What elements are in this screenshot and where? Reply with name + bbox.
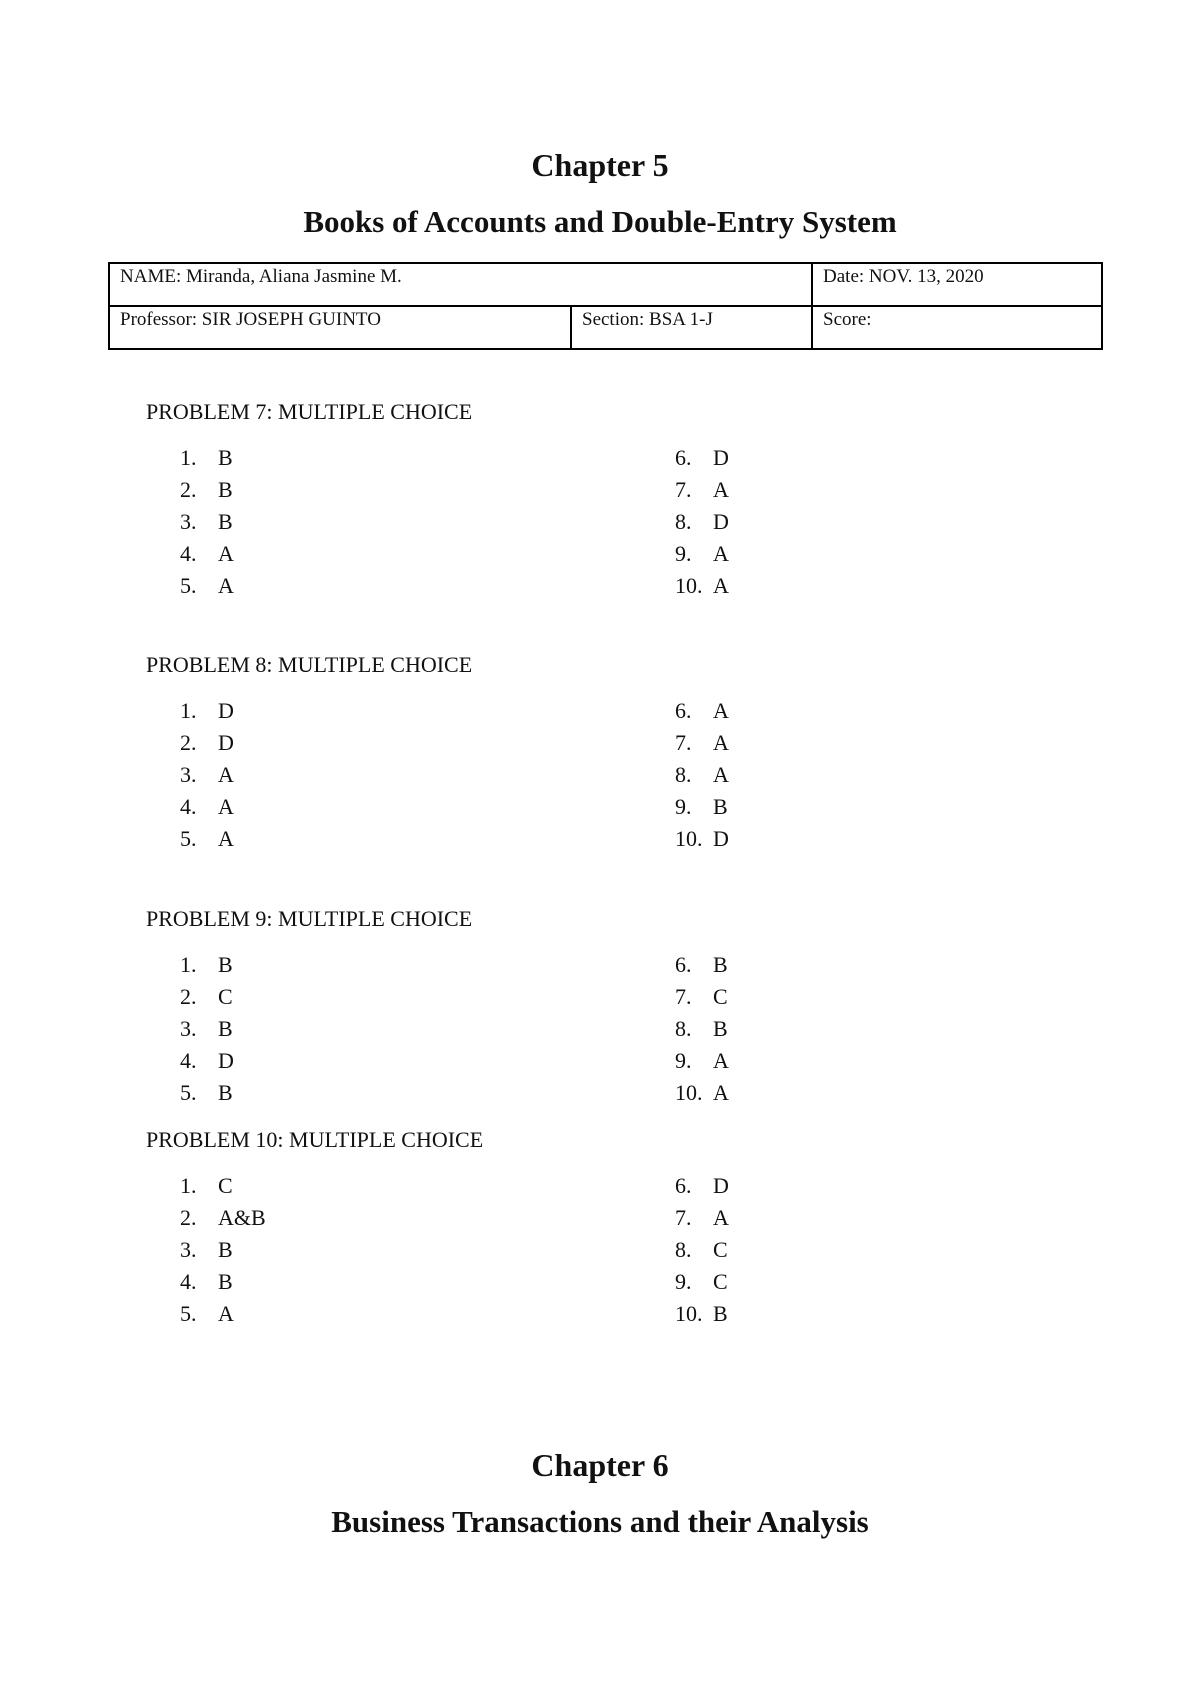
answer-choice: A [713, 698, 729, 723]
list-item [675, 949, 729, 981]
list-item [675, 727, 729, 759]
list-item [180, 570, 234, 602]
question-number: 5. [180, 573, 197, 598]
list-item [180, 1170, 266, 1202]
chapter-6-subtitle: Business Transactions and their Analysis [331, 1504, 869, 1539]
list-item [675, 1045, 729, 1077]
info-row-1 [109, 263, 1102, 306]
answer-choice: A [218, 1301, 234, 1326]
answer-choice: D [218, 730, 234, 755]
professor-cell: Professor: SIR JOSEPH GUINTO [109, 306, 571, 349]
question-number: 10. [675, 1301, 703, 1326]
list-item [675, 759, 729, 791]
list-item [675, 981, 729, 1013]
answer-column-left [180, 442, 234, 602]
problem-title: PROBLEM 7: MULTIPLE CHOICE [146, 399, 473, 424]
answer-choice: D [713, 826, 729, 851]
answer-choice: B [218, 477, 233, 502]
answer-choice: C [713, 1269, 728, 1294]
problem-title: PROBLEM 10: MULTIPLE CHOICE [146, 1127, 484, 1152]
answer-choice: A&B [218, 1205, 266, 1230]
list-item [675, 474, 729, 506]
answer-choice: A [713, 730, 729, 755]
question-number: 2. [180, 477, 197, 502]
question-number: 1. [180, 445, 197, 470]
question-number: 9. [675, 794, 692, 819]
question-number: 3. [180, 762, 197, 787]
question-number: 7. [675, 1205, 692, 1230]
list-item [180, 1202, 266, 1234]
answer-column-right [675, 442, 729, 602]
answer-list [146, 949, 1046, 1109]
question-number: 10. [675, 573, 703, 598]
answer-choice: B [713, 952, 728, 977]
question-number: 9. [675, 1048, 692, 1073]
student-info-table [108, 262, 1103, 350]
question-number: 10. [675, 826, 703, 851]
question-number: 4. [180, 1269, 197, 1294]
answer-list [146, 1170, 1046, 1330]
list-item [180, 981, 234, 1013]
answer-choice: A [713, 762, 729, 787]
answer-list [146, 695, 1046, 855]
list-item [180, 949, 234, 981]
answer-choice: B [218, 1016, 233, 1041]
problem-title: PROBLEM 8: MULTIPLE CHOICE [146, 652, 473, 677]
answer-choice: C [218, 984, 233, 1009]
question-number: 5. [180, 1301, 197, 1326]
list-item [675, 695, 729, 727]
question-number: 8. [675, 762, 692, 787]
question-number: 9. [675, 541, 692, 566]
question-number: 6. [675, 952, 692, 977]
question-number: 2. [180, 1205, 197, 1230]
list-item [180, 1013, 234, 1045]
list-item [675, 1266, 729, 1298]
list-item [180, 1077, 234, 1109]
answer-choice: D [713, 509, 729, 534]
list-item [675, 1077, 729, 1109]
question-number: 3. [180, 1237, 197, 1262]
list-item [675, 1298, 729, 1330]
answer-column-right [675, 949, 729, 1109]
answer-column-right [675, 1170, 729, 1330]
answer-choice: C [218, 1173, 233, 1198]
question-number: 2. [180, 984, 197, 1009]
answer-choice: B [713, 1016, 728, 1041]
question-number: 9. [675, 1269, 692, 1294]
list-item [180, 1266, 266, 1298]
answer-choice: A [218, 794, 234, 819]
answer-choice: D [713, 1173, 729, 1198]
question-number: 8. [675, 1237, 692, 1262]
answer-choice: A [713, 1080, 729, 1105]
date-cell: Date: NOV. 13, 2020 [812, 263, 1102, 306]
answer-choice: B [218, 1269, 233, 1294]
question-number: 1. [180, 698, 197, 723]
answer-choice: B [218, 1237, 233, 1262]
list-item [675, 570, 729, 602]
question-number: 6. [675, 1173, 692, 1198]
list-item [675, 823, 729, 855]
list-item [180, 759, 234, 791]
question-number: 5. [180, 826, 197, 851]
list-item [180, 823, 234, 855]
list-item [180, 727, 234, 759]
question-number: 3. [180, 1016, 197, 1041]
answer-choice: A [218, 573, 234, 598]
question-number: 4. [180, 541, 197, 566]
list-item [180, 791, 234, 823]
section-cell: Section: BSA 1-J [571, 306, 812, 349]
list-item [180, 1045, 234, 1077]
problem-9-block [146, 905, 1046, 1109]
problem-title: PROBLEM 9: MULTIPLE CHOICE [146, 906, 473, 931]
list-item [675, 791, 729, 823]
question-number: 7. [675, 477, 692, 502]
answer-choice: A [713, 573, 729, 598]
answer-column-left [180, 695, 234, 855]
question-number: 7. [675, 730, 692, 755]
answer-column-left [180, 949, 234, 1109]
question-number: 5. [180, 1080, 197, 1105]
question-number: 10. [675, 1080, 703, 1105]
answer-choice: A [218, 826, 234, 851]
list-item [675, 1013, 729, 1045]
question-number: 4. [180, 1048, 197, 1073]
answer-choice: A [218, 762, 234, 787]
list-item [675, 538, 729, 570]
list-item [180, 695, 234, 727]
list-item [180, 474, 234, 506]
name-cell: NAME: Miranda, Aliana Jasmine M. [109, 263, 812, 306]
answer-column-left [180, 1170, 266, 1330]
problem-10-block [146, 1126, 1046, 1330]
list-item [675, 442, 729, 474]
question-number: 6. [675, 445, 692, 470]
question-number: 1. [180, 952, 197, 977]
question-number: 7. [675, 984, 692, 1009]
answer-choice: A [713, 1205, 729, 1230]
answer-choice: C [713, 1237, 728, 1262]
answer-choice: B [218, 952, 233, 977]
answer-choice: B [713, 794, 728, 819]
answer-choice: D [218, 698, 234, 723]
list-item [675, 506, 729, 538]
answer-list [146, 442, 1046, 602]
list-item [180, 506, 234, 538]
answer-choice: C [713, 984, 728, 1009]
question-number: 3. [180, 509, 197, 534]
question-number: 8. [675, 1016, 692, 1041]
list-item [180, 538, 234, 570]
chapter-6-heading: Chapter 6 [531, 1447, 669, 1483]
answer-choice: A [713, 477, 729, 502]
score-cell: Score: [812, 306, 1102, 349]
list-item [675, 1170, 729, 1202]
answer-column-right [675, 695, 729, 855]
question-number: 6. [675, 698, 692, 723]
list-item [675, 1202, 729, 1234]
answer-choice: D [713, 445, 729, 470]
answer-choice: B [218, 1080, 233, 1105]
answer-choice: A [218, 541, 234, 566]
question-number: 1. [180, 1173, 197, 1198]
list-item [180, 1234, 266, 1266]
answer-choice: B [713, 1301, 728, 1326]
problem-7-block [146, 398, 1046, 602]
info-row-2 [109, 306, 1102, 349]
list-item [180, 442, 234, 474]
answer-choice: B [218, 509, 233, 534]
question-number: 8. [675, 509, 692, 534]
question-number: 2. [180, 730, 197, 755]
answer-choice: B [218, 445, 233, 470]
chapter-5-subtitle: Books of Accounts and Double-Entry System [303, 204, 897, 239]
problem-8-block [146, 651, 1046, 855]
list-item [180, 1298, 266, 1330]
answer-choice: A [713, 541, 729, 566]
question-number: 4. [180, 794, 197, 819]
list-item [675, 1234, 729, 1266]
answer-choice: A [713, 1048, 729, 1073]
chapter-5-heading: Chapter 5 [531, 147, 669, 183]
answer-choice: D [218, 1048, 234, 1073]
